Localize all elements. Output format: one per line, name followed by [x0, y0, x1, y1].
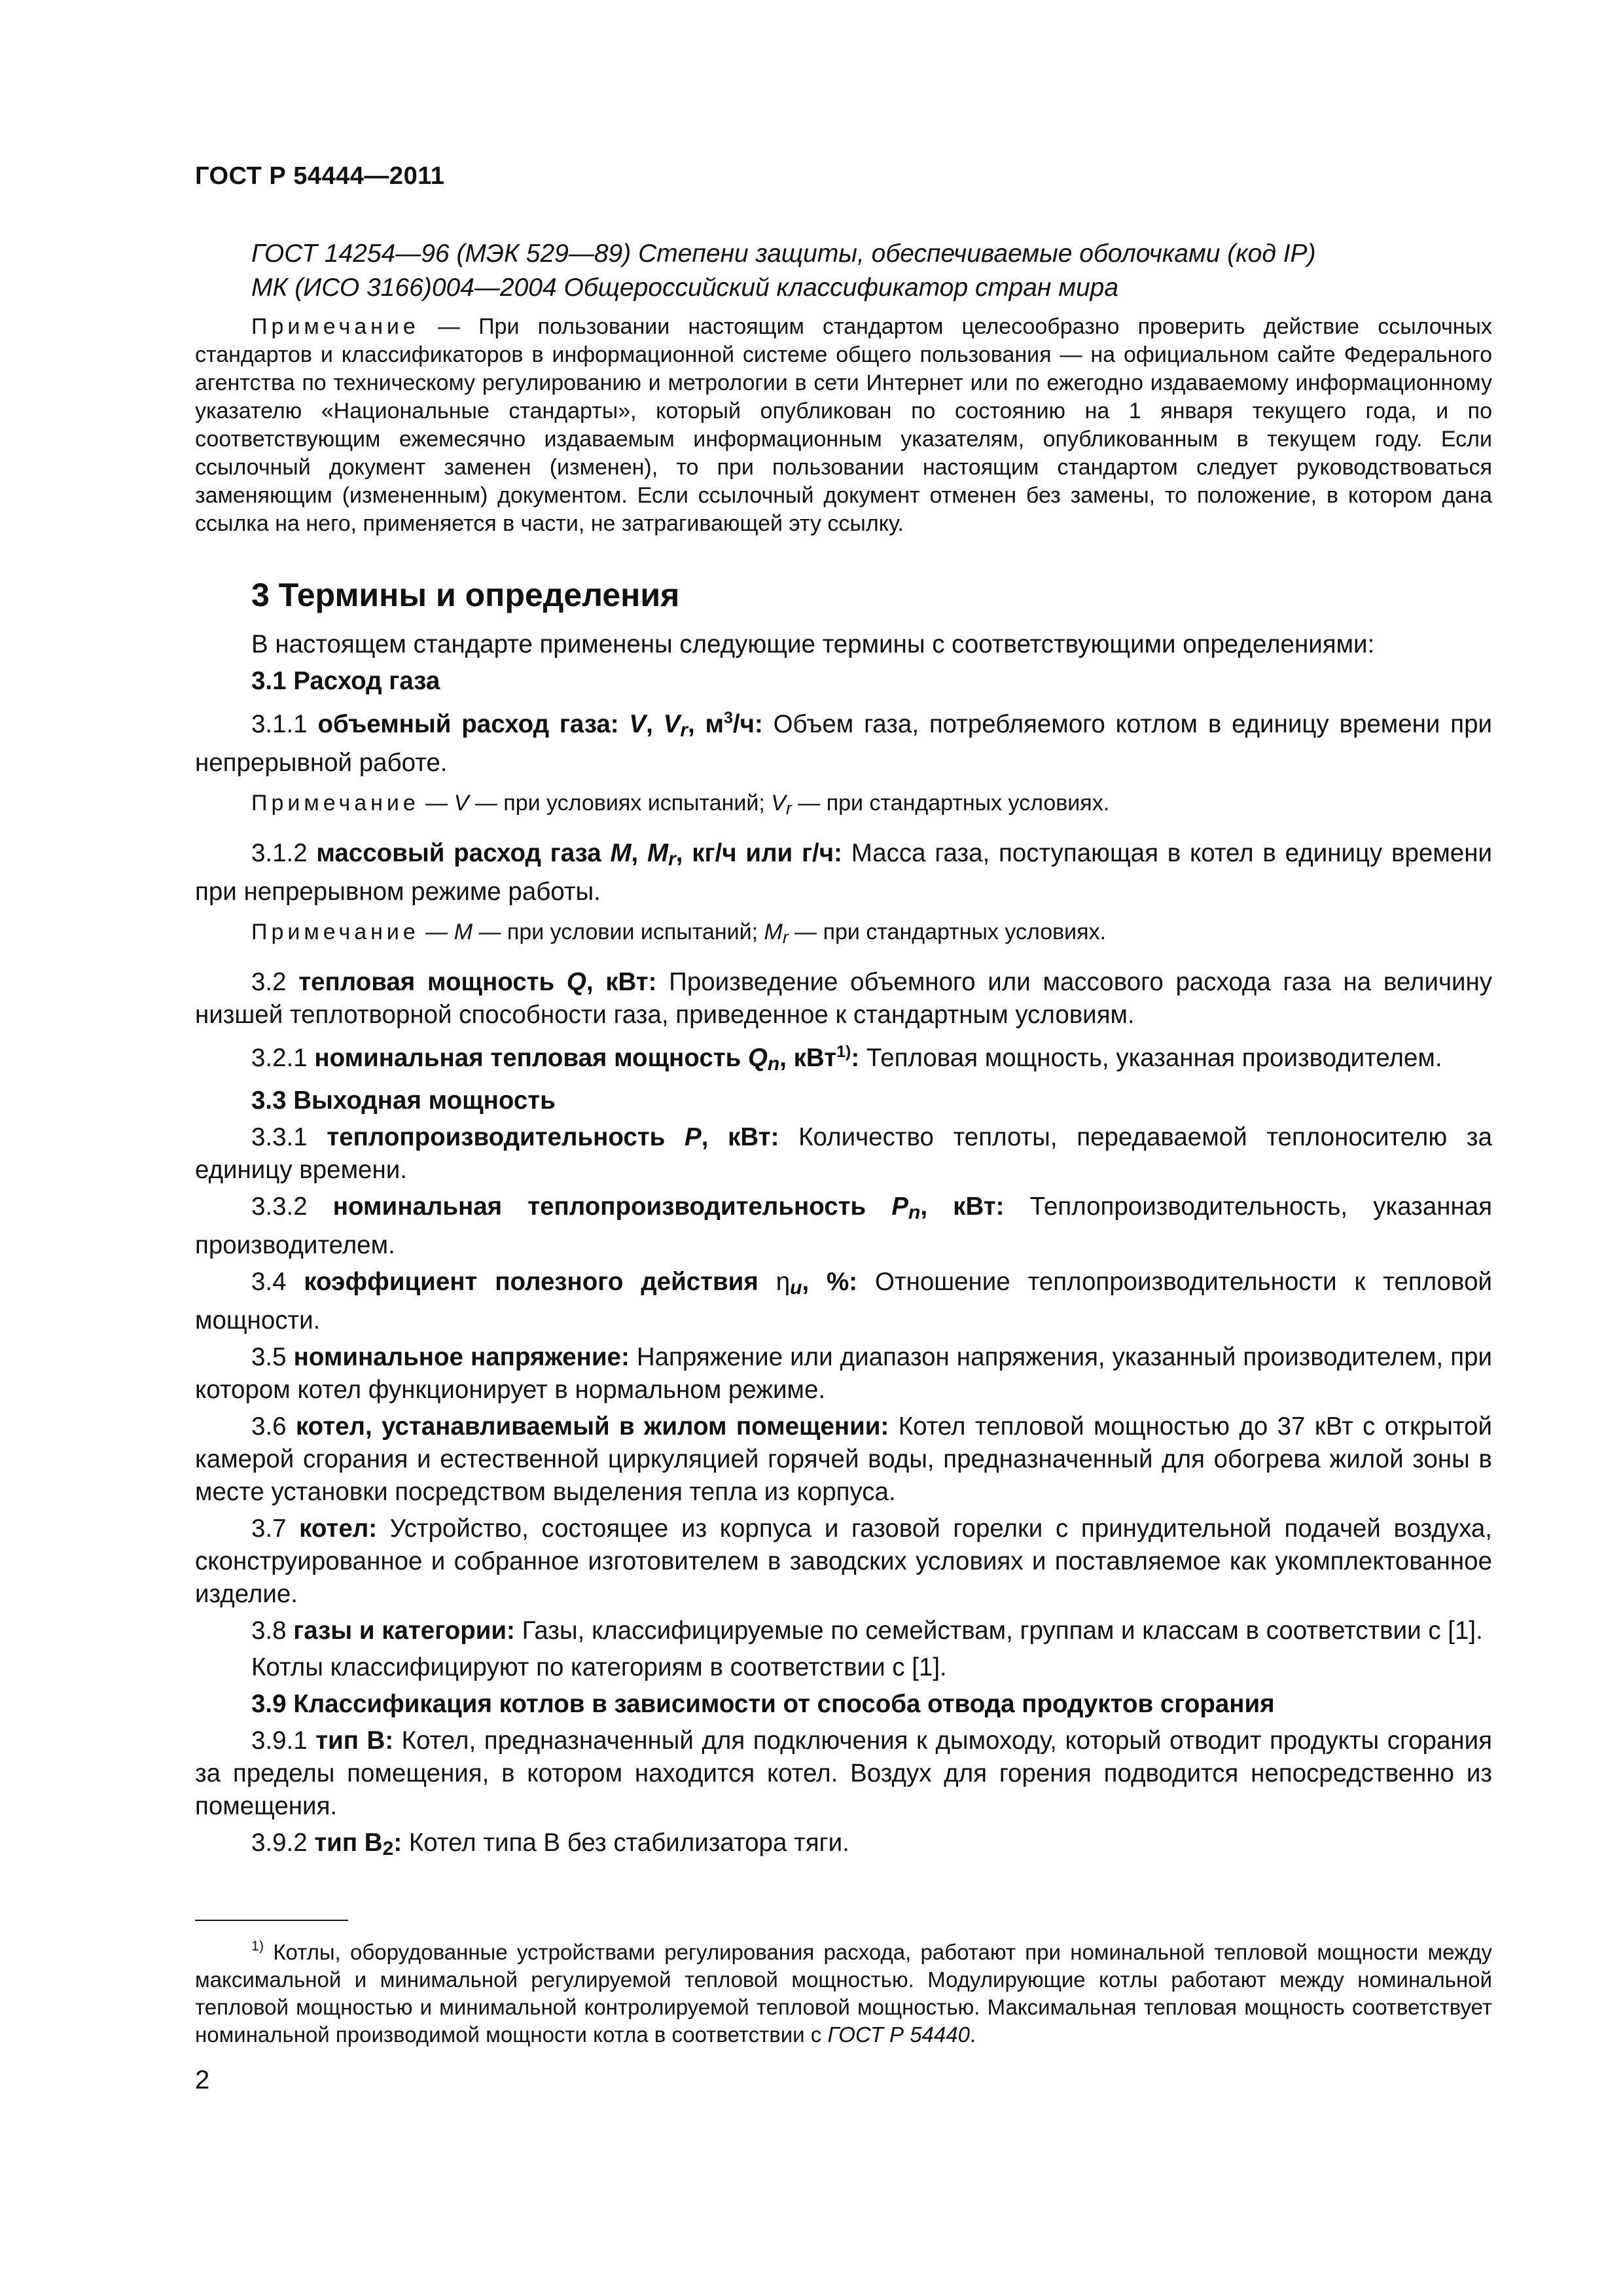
term-name — [298, 968, 656, 996]
colon: : — [851, 1044, 860, 1072]
term-3-3-2 — [195, 1191, 1492, 1262]
note-text: — При пользовании настоящим стандартом целесообразно проверить действие ссылочных стандартов и классификаторов в информационной системе общего пользования — на официальном сайте Федерального агентства по техническому регулированию и метрологии в сети Интернет или по ежегодно издаваемому информационному указателю «Национальные стандарты», который опубликован по состоянию на 1 января текущего года, и по соответствующим ежемесячно издаваемым информационным указателям, опубликованным в текущем году. Если ссылочный документ заменен (изменен), то при пользовании настоящим стандартом следует руководствоваться заменяющим (измененным) документом. Если ссылочный документ отменен без замены, то положение, в котором дана ссылка на него, применяется в части, не затрагивающей эту ссылку. — [195, 314, 1492, 536]
term-label: номинальная тепловая мощность — [314, 1044, 748, 1072]
term-name — [314, 1829, 402, 1857]
unit: , кг/ч или г/ч: — [675, 839, 842, 867]
note-3-1-1 — [195, 789, 1492, 823]
term-label: тепловая мощность — [298, 968, 567, 996]
note-text: — при условии испытаний; — [473, 920, 764, 944]
term-definition: Котел типа B без стабилизатора тяги. — [402, 1829, 849, 1857]
symbol: M — [764, 920, 783, 944]
separator: , — [631, 839, 648, 867]
term-label: объемный расход газа: — [317, 710, 630, 738]
separator: , — [646, 710, 664, 738]
term-definition: Котел тепловой мощностью до 37 кВт с открытой камерой сгорания и естественной циркуляцией горячей воды, предназначенный для обогрева жилой зоны в месте установки посредством выделения тепла из корпуса. — [195, 1412, 1492, 1506]
term-3-9-1 — [195, 1725, 1492, 1823]
footnote — [195, 1932, 1492, 2049]
symbol: M — [454, 920, 473, 944]
symbol: Q — [566, 968, 586, 996]
term-name — [316, 839, 842, 870]
term-definition: Устройство, состоящее из корпуса и газовой горелки с принудительной подачей воздуха, сконструированное и собранное изготовителем в заводских условиях и поставляемое как укомплектованное изделие. — [195, 1515, 1493, 1608]
footnote-ref: 1) — [836, 1043, 851, 1061]
colon: : — [393, 1829, 402, 1857]
note-text: — при стандартных условиях. — [791, 791, 1110, 816]
term-3-1-1 — [195, 702, 1492, 780]
term-definition: Произведение объемного или массового расхода газа на величину низшей теплотворной способности газа, приведенное к стандартным условиям. — [195, 968, 1493, 1029]
term-number: 3.1.1 — [251, 710, 318, 738]
term-name — [317, 709, 763, 741]
term-name: тип B: — [315, 1727, 394, 1755]
subscript: r — [785, 798, 792, 818]
term-definition: Отношение теплопроизводительности к тепловой мощности. — [195, 1268, 1492, 1335]
term-3-4 — [195, 1266, 1492, 1337]
symbol: M — [647, 839, 669, 867]
term-3-8 — [195, 1615, 1492, 1647]
page-number: 2 — [195, 2066, 210, 2094]
subsection-title: 3.1 Расход газа — [251, 667, 440, 695]
term-number: 3.1.2 — [251, 839, 317, 867]
term-definition: Котел, предназначенный для подключения к дымоходу, который отводит продукты сгорания за пределы помещения, в котором находится котел. Воздух для горения подводится непосредственно из помещения. — [195, 1727, 1492, 1820]
term-label: теплопроизводительность — [327, 1123, 685, 1151]
note-label: Примечание — [251, 920, 419, 944]
subscript: n — [767, 1053, 780, 1075]
section-body — [195, 628, 1492, 1869]
footnote-end: . — [969, 2022, 976, 2047]
term-name: котел: — [299, 1515, 378, 1543]
symbol: P — [685, 1123, 702, 1151]
subscript: r — [668, 848, 676, 870]
note-dash: — — [419, 920, 454, 944]
unit: , %: — [802, 1268, 858, 1296]
term-definition: Газы, классифицируемые по семействам, группам и классам в соответствии с [1]. — [514, 1617, 1483, 1645]
term-number: 3.5 — [251, 1343, 294, 1371]
term-name — [314, 1043, 860, 1075]
term-3-8-extra: Котлы классифицируют по категориям в соответствии с [1]. — [251, 1653, 947, 1681]
subscript: u — [790, 1277, 802, 1299]
term-number: 3.2.1 — [251, 1044, 315, 1072]
subsection-title-3-9 — [195, 1688, 1492, 1721]
term-number: 3.9.2 — [251, 1829, 315, 1857]
footnote-divider — [195, 1920, 348, 1921]
term-name: номинальное напряжение: — [293, 1343, 630, 1371]
references-note — [195, 313, 1492, 538]
unit: , м — [688, 710, 724, 738]
term-definition: Теплопроизводительность, указанная производителем. — [195, 1193, 1493, 1259]
term-label: тип B — [314, 1829, 383, 1857]
unit: , кВт: — [920, 1193, 1005, 1221]
term-3-2 — [195, 966, 1492, 1031]
subsection-title-3-3 — [195, 1085, 1492, 1117]
term-name — [327, 1123, 779, 1151]
section-intro: В настоящем стандарте применены следующие термины с соответствующими определениями: — [251, 630, 1375, 658]
subsection-title: 3.9 Классификация котлов в зависимости от способа отвода продуктов сгорания — [251, 1690, 1275, 1718]
unit: , кВт — [779, 1044, 837, 1072]
symbol: V — [454, 791, 469, 816]
section-heading: 3 Термины и определения — [251, 577, 680, 613]
term-definition: Объем газа, потребляемого котлом в единицу времени при непрерывной работе. — [195, 710, 1492, 777]
unit: /ч: — [732, 710, 763, 738]
symbol: Q — [747, 1044, 768, 1072]
term-definition: Напряжение или диапазон напряжения, указанный производителем, при котором котел функционирует в нормальном режиме. — [195, 1343, 1493, 1404]
term-3-7 — [195, 1513, 1492, 1611]
subscript: r — [782, 927, 789, 947]
term-number: 3.2 — [251, 968, 299, 996]
term-3-2-1 — [195, 1035, 1492, 1081]
symbol: V — [629, 710, 647, 738]
unit: , кВт: — [586, 968, 657, 996]
term-3-6 — [195, 1410, 1492, 1509]
note-text: — при условиях испытаний; — [469, 791, 772, 816]
unit: , кВт: — [701, 1123, 779, 1151]
note-label: Примечание — [251, 791, 419, 816]
term-number: 3.6 — [251, 1412, 296, 1441]
term-name: котел, устанавливаемый в жилом помещении: — [295, 1412, 889, 1441]
symbol: M — [610, 839, 632, 867]
term-number: 3.4 — [251, 1268, 304, 1296]
term-definition: Тепловая мощность, указанная производителем. — [859, 1044, 1442, 1072]
footnote-mark: 1) — [251, 1938, 264, 1954]
note-3-1-2 — [195, 918, 1492, 952]
term-label: коэффициент полезного действия — [304, 1268, 776, 1296]
term-name — [333, 1193, 1005, 1221]
term-name — [304, 1268, 858, 1299]
normative-references — [251, 237, 1316, 305]
symbol: V — [771, 791, 786, 816]
note-text: — при стандартных условиях. — [788, 920, 1107, 944]
term-number: 3.8 — [251, 1617, 294, 1645]
term-3-5 — [195, 1341, 1492, 1407]
footnote-text: Котлы, оборудованные устройствами регулирования расхода, работают при номинальной тепловой мощности между максимальной и минимальной регулируемой тепловой мощностью. Модулирующие котлы работают между номинальной тепловой мощностью и минимальной контролируемой тепловой мощностью. Максимальная тепловая мощность соответствует номинальной производимой мощности котла в соответствии с — [195, 1940, 1492, 2047]
term-definition: Масса газа, поступающая в котел в единицу времени при непрерывном режиме работы. — [195, 839, 1492, 906]
term-name: газы и категории: — [293, 1617, 515, 1645]
term-definition: Количество теплоты, передаваемой теплоносителю за единицу времени. — [195, 1123, 1492, 1184]
term-label: номинальная теплопроизводительность — [332, 1193, 892, 1221]
term-number: 3.9.1 — [251, 1727, 316, 1755]
subscript: 2 — [382, 1838, 394, 1859]
footnote-reference: ГОСТ Р 54440 — [827, 2022, 970, 2047]
term-number: 3.7 — [251, 1515, 300, 1543]
reference-line: ГОСТ 14254—96 (МЭК 529—89) Степени защиты, обеспечиваемые оболочками (код IP) — [251, 240, 1316, 268]
term-3-9-2 — [195, 1827, 1492, 1865]
superscript: 3 — [724, 709, 733, 727]
term-number: 3.3.1 — [251, 1123, 327, 1151]
term-3-1-2 — [195, 837, 1492, 908]
subscript: n — [908, 1202, 921, 1223]
symbol: V — [663, 710, 681, 738]
symbol: η — [776, 1268, 791, 1296]
symbol: P — [891, 1193, 909, 1221]
note-label: Примечание — [251, 314, 419, 339]
term-number: 3.3.2 — [251, 1193, 333, 1221]
page-header-title: ГОСТ Р 54444—2011 — [195, 162, 445, 190]
reference-line: МК (ИСО 3166)004—2004 Общероссийский классификатор стран мира — [251, 274, 1119, 302]
subscript: r — [680, 719, 688, 741]
note-dash: — — [419, 791, 454, 816]
subsection-title-3-1 — [195, 665, 1492, 698]
term-3-3-1 — [195, 1121, 1492, 1187]
subsection-title: 3.3 Выходная мощность — [251, 1086, 556, 1115]
term-label: массовый расход газа — [316, 839, 611, 867]
